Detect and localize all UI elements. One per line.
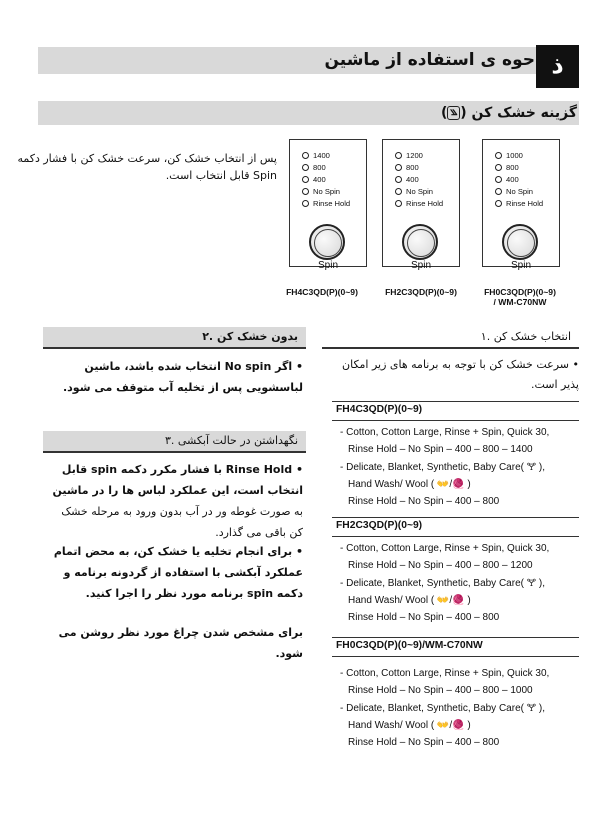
model-heading: FH4C3QD(P)(0~9) <box>336 404 423 415</box>
divider <box>332 517 579 518</box>
indicator-light-icon <box>495 164 502 171</box>
model-spec-list <box>340 424 585 510</box>
panel-model-label: FH4C3QD(P)(0~9) <box>286 287 358 297</box>
model-spec-list <box>340 540 585 626</box>
section-1-text: • سرعت خشک کن با توجه به برنامه های زیر امکان پذیر است. <box>342 358 579 391</box>
spin-knob-icon <box>502 224 538 260</box>
indicator-light-icon <box>395 200 402 207</box>
indicator-light-icon <box>302 200 309 207</box>
spin-option: 800 <box>395 162 443 174</box>
indicator-light-icon <box>395 152 402 159</box>
indicator-light-icon <box>495 176 502 183</box>
model-heading: FH0C3QD(P)(0~9)/WM-C70NW <box>336 640 483 651</box>
section-2-heading: ۲. بدون خشک کن <box>43 327 306 349</box>
spin-option: No Spin <box>302 186 350 198</box>
intro-text: پس از انتخاب خشک کن، سرعت خشک کن با فشار دکمه Spin قابل انتخاب است. <box>17 152 277 182</box>
indicator-light-icon <box>302 176 309 183</box>
spec-line: Hand Wash/ Wool ( 👐/🧶 ) <box>348 719 471 731</box>
divider <box>332 656 579 657</box>
spin-knob-icon <box>402 224 438 260</box>
indicator-light-icon <box>495 200 502 207</box>
spin-option: Rinse Hold <box>395 198 443 210</box>
spin-panel-1 <box>289 139 367 271</box>
indicator-light-icon <box>395 188 402 195</box>
spec-line: - Cotton, Cotton Large, Rinse + Spin, Quick 30, <box>340 668 550 679</box>
spin-option: 800 <box>302 162 350 174</box>
spin-option: 400 <box>495 174 543 186</box>
indicator-light-icon <box>302 188 309 195</box>
spec-line: - Delicate, Blanket, Synthetic, Baby Care( 🝖 ), <box>340 461 545 473</box>
panel-light-note: برای مشخص شدن چراغ مورد نظر روشن می شود. <box>58 626 303 660</box>
divider <box>332 536 579 537</box>
spin-option: 400 <box>302 174 350 186</box>
spec-line: Rinse Hold – No Spin – 400 – 800 – 1000 <box>348 685 533 697</box>
section-title-end: ) <box>440 105 448 121</box>
spin-icon: ꧉ <box>447 106 460 120</box>
spin-option: Rinse Hold <box>302 198 350 210</box>
divider <box>332 420 579 421</box>
spin-option: Rinse Hold <box>495 198 543 210</box>
indicator-light-icon <box>302 152 309 159</box>
model-spec-list <box>340 665 585 751</box>
spin-option: 1200 <box>395 150 443 162</box>
section-title-text: گزینه خشک کن ( <box>460 105 577 121</box>
indicator-light-icon <box>302 164 309 171</box>
section-3-bullet-2: • برای انجام تخلیه یا خشک کن، به محض اتمام عملکرد آبکشی با استفاده از گردونه برنامه و دکمه spin برنامه مورد نظر را اجرا کنید. <box>53 545 303 600</box>
spin-knob-icon <box>309 224 345 260</box>
spec-line: - Delicate, Blanket, Synthetic, Baby Care( 🝖 ), <box>340 577 545 589</box>
spin-panel-2 <box>382 139 460 271</box>
spec-line: Hand Wash/ Wool ( 👐/🧶 ) <box>348 478 471 490</box>
spin-knob-label: Spin <box>317 260 338 271</box>
panel-model-label: FH0C3QD(P)(0~9) / WM-C70NW <box>484 287 556 307</box>
spin-option: 1000 <box>495 150 543 162</box>
section-1-heading: ۱. انتخاب خشک کن <box>322 327 579 349</box>
model-heading: FH2C3QD(P)(0~9) <box>336 520 423 531</box>
indicator-light-icon <box>495 152 502 159</box>
indicator-light-icon <box>395 176 402 183</box>
spec-line: - Delicate, Blanket, Synthetic, Baby Care( 🝖 ), <box>340 702 545 714</box>
section-3-heading: ۳. نگهداشتن در حالت آبکشی <box>43 431 306 453</box>
section-3-bullet-1: • Rinse Hold با فشار مکرر دکمه spin قابل انتخاب است، این عملکرد لباس ها را در ماشین به صورت غوطه ور در آب بدون ورود به مرحله خشک کن باقی می گذارد. <box>52 463 303 539</box>
spin-option: 1400 <box>302 150 350 162</box>
panel-model-label: FH2C3QD(P)(0~9) <box>385 287 457 297</box>
spec-line: Rinse Hold – No Spin – 400 – 800 – 1200 <box>348 560 533 572</box>
chapter-tab: ذ <box>536 45 579 88</box>
spin-knob-label: Spin <box>510 260 531 271</box>
spin-option: No Spin <box>395 186 443 198</box>
page-title: حوه ی استفاده از ماشین <box>324 50 535 70</box>
spec-line: Rinse Hold – No Spin – 400 – 800 – 1400 <box>348 444 533 456</box>
divider <box>332 637 579 638</box>
spin-panel-3 <box>482 139 560 271</box>
spin-option: 400 <box>395 174 443 186</box>
spec-line: Rinse Hold – No Spin – 400 – 800 <box>348 496 500 508</box>
section-2-text: • اگر No spin انتخاب شده باشد، ماشین لباسشویی پس از تخلیه آب متوقف می شود. <box>62 360 303 394</box>
spec-line: - Cotton, Cotton Large, Rinse + Spin, Quick 30, <box>340 427 550 438</box>
spec-line: Rinse Hold – No Spin – 400 – 800 <box>348 737 500 749</box>
spec-line: Rinse Hold – No Spin – 400 – 800 <box>348 612 500 624</box>
spin-option: 800 <box>495 162 543 174</box>
spec-line: Hand Wash/ Wool ( 👐/🧶 ) <box>348 594 471 606</box>
indicator-light-icon <box>495 188 502 195</box>
spin-knob-label: Spin <box>410 260 431 271</box>
spin-option: No Spin <box>495 186 543 198</box>
indicator-light-icon <box>395 164 402 171</box>
section-title <box>441 101 577 125</box>
divider <box>332 401 579 402</box>
spec-line: - Cotton, Cotton Large, Rinse + Spin, Quick 30, <box>340 543 550 554</box>
